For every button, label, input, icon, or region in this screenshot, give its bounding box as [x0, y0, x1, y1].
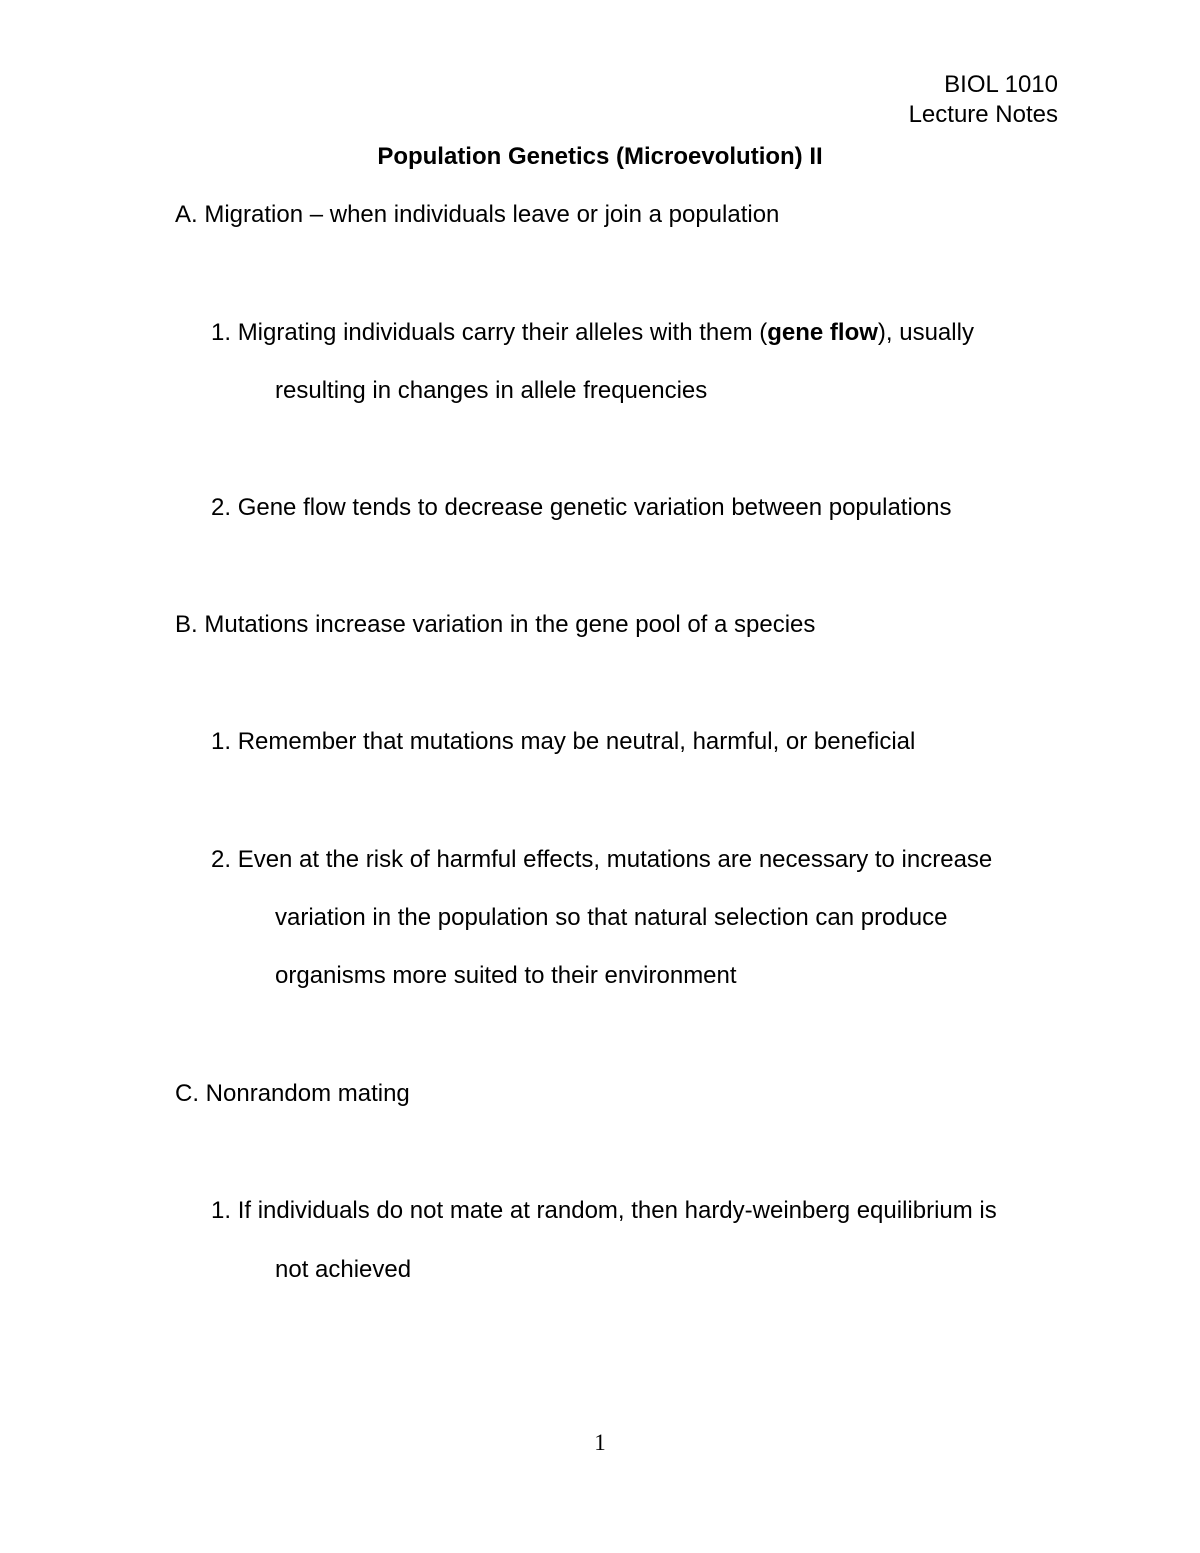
- section-a-marker: A.: [175, 201, 198, 228]
- section-a-item-2: [211, 493, 952, 523]
- section-a-item-1-continuation: resulting in changes in allele frequencies: [275, 377, 708, 404]
- section-b-item-2-continuation-2: organisms more suited to their environment: [275, 962, 737, 989]
- section-b-item-1-text: Remember that mutations may be neutral, harmful, or beneficial: [237, 728, 916, 755]
- gene-flow-term: gene flow: [767, 319, 878, 346]
- section-a-text: Migration – when individuals leave or join a population: [204, 201, 780, 228]
- section-b-heading: [175, 610, 815, 640]
- section-b-item-1: [211, 727, 915, 757]
- page-number: 1: [594, 1430, 606, 1455]
- section-b-item-2-continuation-1: variation in the population so that natural selection can produce: [275, 904, 948, 931]
- course-code: BIOL 1010: [944, 71, 1058, 98]
- section-c-item-1-continuation: not achieved: [275, 1256, 412, 1283]
- section-b-item-2-marker: 2.: [211, 846, 232, 873]
- section-c-text: Nonrandom mating: [205, 1080, 410, 1107]
- section-a-heading: [175, 200, 779, 230]
- section-a-item-2-text: Gene flow tends to decrease genetic variation between populations: [237, 494, 952, 521]
- section-c-item-1-marker: 1.: [211, 1197, 232, 1224]
- section-c-marker: C.: [175, 1080, 199, 1107]
- section-c-item-1-text: If individuals do not mate at random, then hardy-weinberg equilibrium is: [237, 1197, 997, 1224]
- section-c-item-1: [211, 1196, 997, 1226]
- section-b-item-1-marker: 1.: [211, 728, 232, 755]
- section-b-marker: B.: [175, 611, 198, 638]
- section-a-item-1-text-after: ), usually: [877, 319, 974, 346]
- section-b-text: Mutations increase variation in the gene pool of a species: [204, 611, 816, 638]
- page-title: Population Genetics (Microevolution) II: [377, 143, 823, 170]
- section-a-item-2-marker: 2.: [211, 494, 232, 521]
- section-c-heading: [175, 1079, 410, 1109]
- section-a-item-1-marker: 1.: [211, 319, 232, 346]
- document-type: Lecture Notes: [908, 101, 1058, 128]
- section-b-item-2: [211, 845, 992, 875]
- section-b-item-2-text: Even at the risk of harmful effects, mutations are necessary to increase: [237, 846, 993, 873]
- section-a-item-1-text-before: Migrating individuals carry their alleles with them (: [237, 319, 768, 346]
- section-a-item-1: [211, 318, 974, 348]
